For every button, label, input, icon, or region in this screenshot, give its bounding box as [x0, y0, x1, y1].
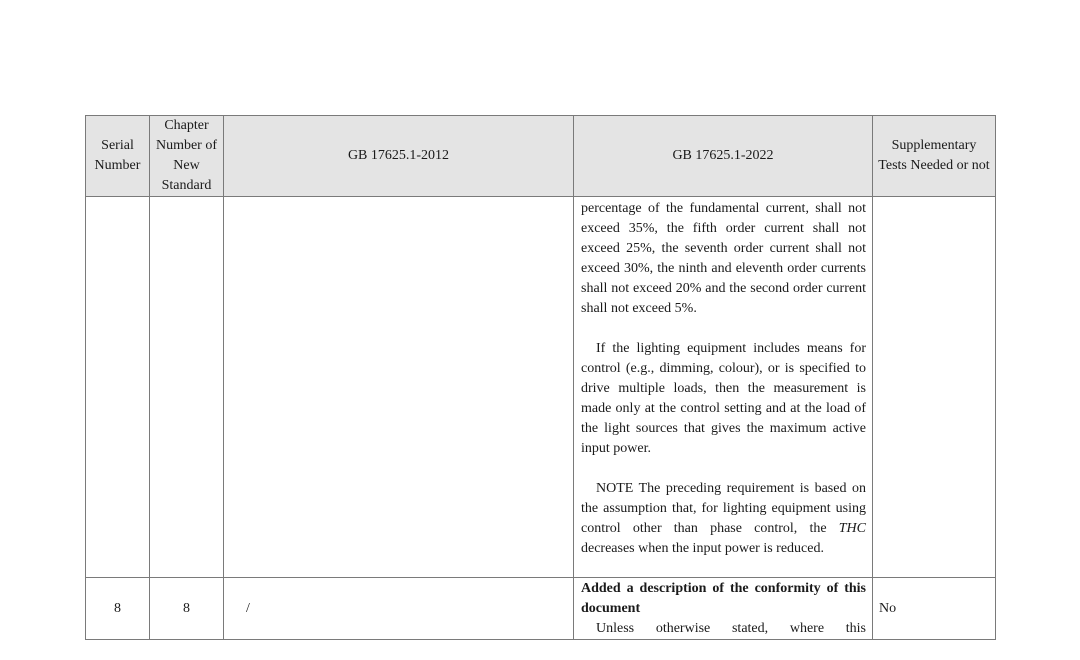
conformity-text: Unless otherwise stated, where this — [596, 621, 866, 636]
cell-serial: 8 — [86, 578, 150, 640]
cell-serial — [86, 197, 150, 578]
cell-supplementary — [873, 197, 996, 578]
cell-new-standard — [574, 197, 873, 578]
cell-chapter: 8 — [150, 578, 224, 640]
header-row — [86, 116, 996, 197]
note-thc-term: THC — [838, 521, 866, 536]
header-serial-number: Serial Number — [86, 116, 150, 197]
note-text-end: decreases when the input power is reduced. — [581, 541, 824, 556]
header-old-standard: GB 17625.1-2012 — [224, 116, 574, 197]
conformity-heading: Added a description of the conformity of this document — [581, 581, 866, 616]
cell-supplementary: No — [873, 578, 996, 640]
note-text-start: NOTE The preceding requirement is based on the assumption that, for lighting equipment using control other than phase control, the — [581, 481, 866, 536]
header-chapter-number: Chapter Number of New Standard — [150, 116, 224, 197]
control-measurement-paragraph: If the lighting equipment includes means for control (e.g., dimming, colour), or is specified to drive multiple loads, then the measurement is made only at the control setting and at the load of the light sources that gives the maximum active input power. — [581, 341, 866, 456]
table-body — [86, 197, 996, 640]
cell-chapter — [150, 197, 224, 578]
cell-old-standard: / — [224, 578, 574, 640]
harmonic-limits-paragraph: percentage of the fundamental current, shall not exceed 35%, the fifth order current shall not exceed 25%, the seventh order current shall not exceed 30%, the ninth and eleventh order currents shall not exceed 20% and the second order current shall not exceed 5%. — [581, 201, 866, 316]
comparison-table — [85, 115, 996, 640]
note-paragraph — [581, 479, 866, 559]
cell-old-standard — [224, 197, 574, 578]
cell-new-standard — [574, 578, 873, 640]
table-row — [86, 197, 996, 578]
header-new-standard: GB 17625.1-2022 — [574, 116, 873, 197]
table-header — [86, 116, 996, 197]
header-supplementary-tests: Supplementary Tests Needed or not — [873, 116, 996, 197]
table-row — [86, 578, 996, 640]
